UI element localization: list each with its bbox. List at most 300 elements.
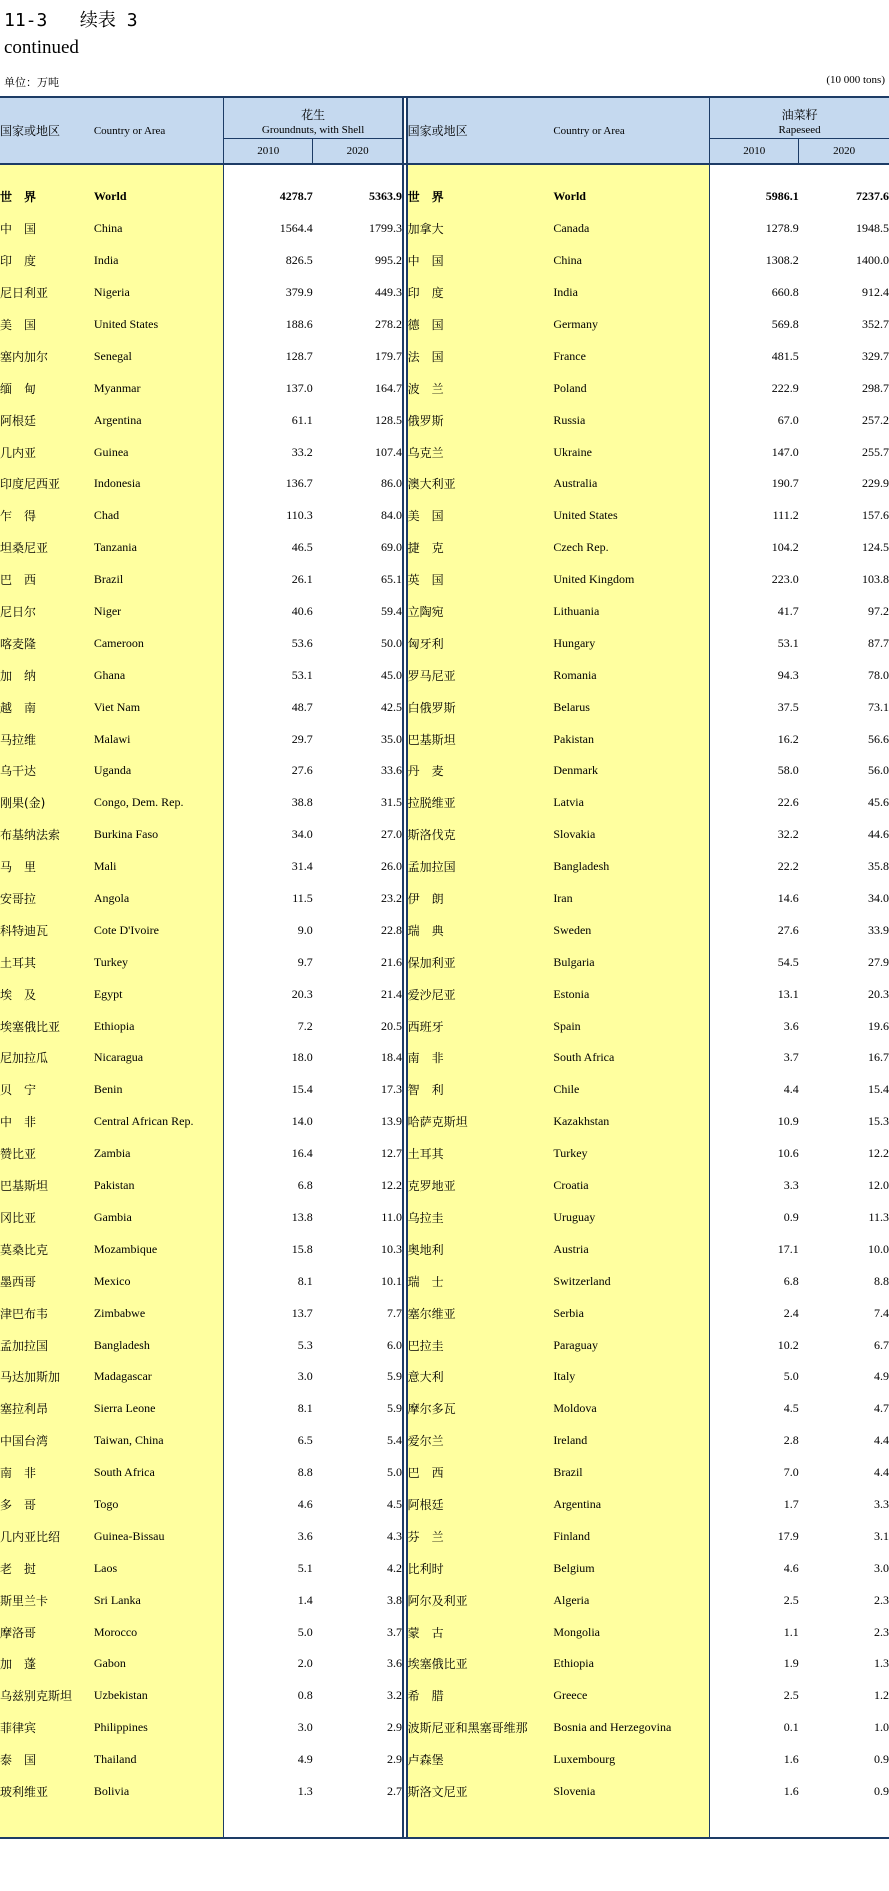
rapeseed-2020-value: 56.0 — [868, 763, 889, 778]
table-row — [0, 404, 889, 436]
country-name-zh: 英 国 — [407, 564, 554, 596]
groundnuts-2010-value: 136.7 — [224, 468, 313, 500]
country-name-zh: 尼日利亚 — [0, 277, 94, 309]
country-name-en: Zambia — [94, 1138, 224, 1170]
country-name-zh: 波 兰 — [407, 372, 554, 404]
table-row — [0, 1042, 889, 1074]
country-name-en: Greece — [553, 1680, 709, 1712]
rapeseed-2010-value: 104.2 — [710, 532, 799, 564]
country-name-en: Austria — [553, 1233, 709, 1265]
country-name-en: Togo — [94, 1489, 224, 1521]
table-row — [0, 1712, 889, 1744]
rapeseed-2010-value: 22.6 — [710, 787, 799, 819]
table-row — [0, 914, 889, 946]
country-name-zh: 蒙 古 — [407, 1616, 554, 1648]
rapeseed-2020-value: 45.6 — [868, 795, 889, 810]
country-name-en: Australia — [553, 468, 709, 500]
country-name-zh: 安哥拉 — [0, 883, 94, 915]
rapeseed-2010-value: 3.6 — [710, 1010, 799, 1042]
rapeseed-2010-value: 222.9 — [710, 372, 799, 404]
rapeseed-2020-value: 1.2 — [874, 1688, 889, 1703]
table-row — [0, 1265, 889, 1297]
groundnuts-2010-value: 61.1 — [224, 404, 313, 436]
groundnuts-2010-value: 6.8 — [224, 1170, 313, 1202]
country-name-zh: 世 界 — [407, 181, 554, 213]
groundnuts-2010-value: 1.3 — [224, 1776, 313, 1808]
country-name-en: Uruguay — [553, 1202, 709, 1234]
table-row — [0, 564, 889, 596]
column-header-country-zh-left: 国家或地区 — [0, 97, 94, 164]
country-name-en: Bangladesh — [94, 1329, 224, 1361]
country-name-zh: 中 国 — [407, 245, 554, 277]
country-name-zh: 巴 西 — [407, 1457, 554, 1489]
country-name-en: World — [94, 181, 224, 213]
country-name-zh: 阿尔及利亚 — [407, 1584, 554, 1616]
groundnuts-2010-value: 13.7 — [224, 1297, 313, 1329]
country-name-zh: 津巴布韦 — [0, 1297, 94, 1329]
groundnuts-2010-value: 27.6 — [224, 755, 313, 787]
country-name-en: Pakistan — [94, 1170, 224, 1202]
rapeseed-2010-value: 22.2 — [710, 851, 799, 883]
country-name-en: South Africa — [553, 1042, 709, 1074]
country-name-zh: 巴拉圭 — [407, 1329, 554, 1361]
continued-label: continued — [4, 37, 79, 58]
country-name-zh: 法 国 — [407, 340, 554, 372]
groundnuts-2020-value: 10.1 — [380, 1273, 402, 1288]
table-row — [0, 1680, 889, 1712]
groundnuts-2020-value: 5363.9 — [368, 189, 402, 204]
groundnuts-2020-value: 995.2 — [374, 253, 402, 268]
country-name-en: Bolivia — [94, 1776, 224, 1808]
country-name-en: Senegal — [94, 340, 224, 372]
groundnuts-2010-value: 5.1 — [224, 1552, 313, 1584]
country-name-en: Finland — [553, 1520, 709, 1552]
rapeseed-2010-value: 2.8 — [710, 1425, 799, 1457]
rapeseed-2020-value: 73.1 — [868, 699, 889, 714]
groundnuts-2010-value: 15.4 — [224, 1074, 313, 1106]
data-table — [0, 96, 889, 1839]
country-name-zh: 马达加斯加 — [0, 1361, 94, 1393]
table-row — [0, 1233, 889, 1265]
country-name-zh: 中 国 — [0, 213, 94, 245]
rapeseed-2020-value: 44.6 — [868, 827, 889, 842]
country-name-zh: 越 南 — [0, 691, 94, 723]
rapeseed-2010-value: 41.7 — [710, 596, 799, 628]
groundnuts-2020-value: 21.6 — [380, 954, 402, 969]
country-name-zh: 摩洛哥 — [0, 1616, 94, 1648]
country-name-en: Belarus — [553, 691, 709, 723]
rapeseed-2020-value: 33.9 — [868, 922, 889, 937]
country-name-en: Italy — [553, 1361, 709, 1393]
table-row — [0, 1520, 889, 1552]
country-name-en: Madagascar — [94, 1361, 224, 1393]
country-name-zh: 白俄罗斯 — [407, 691, 554, 723]
table-row — [0, 1170, 889, 1202]
rapeseed-2010-value: 32.2 — [710, 819, 799, 851]
groundnuts-2020-value: 2.7 — [386, 1783, 402, 1798]
rapeseed-2020-value: 0.9 — [874, 1783, 889, 1798]
rapeseed-2010-value: 5986.1 — [710, 181, 799, 213]
rapeseed-2010-value: 2.5 — [710, 1584, 799, 1616]
column-header-year-2020-right: 2020 — [799, 139, 889, 165]
groundnuts-2010-value: 110.3 — [224, 500, 313, 532]
groundnuts-2020-value: 164.7 — [374, 380, 402, 395]
rapeseed-2020-value: 4.9 — [874, 1369, 889, 1384]
country-name-zh: 赞比亚 — [0, 1138, 94, 1170]
table-row — [0, 1329, 889, 1361]
table-row — [0, 851, 889, 883]
country-name-en: Switzerland — [553, 1265, 709, 1297]
country-name-en: Cameroon — [94, 627, 224, 659]
country-name-en: Ethiopia — [94, 1010, 224, 1042]
country-name-zh: 莫桑比克 — [0, 1233, 94, 1265]
country-name-en: Ethiopia — [553, 1648, 709, 1680]
country-name-en: Luxembourg — [553, 1744, 709, 1776]
country-name-en: Lithuania — [553, 596, 709, 628]
table-header — [0, 97, 889, 164]
rapeseed-2020-value: 78.0 — [868, 667, 889, 682]
table-row — [0, 659, 889, 691]
country-name-zh: 乍 得 — [0, 500, 94, 532]
country-name-en: Sweden — [553, 914, 709, 946]
rapeseed-2020-value: 352.7 — [862, 317, 889, 331]
table-row — [0, 1074, 889, 1106]
table-row — [0, 532, 889, 564]
groundnuts-2020-value: 278.2 — [374, 317, 402, 331]
groundnuts-2010-value: 826.5 — [224, 245, 313, 277]
country-name-en: Ukraine — [553, 436, 709, 468]
column-group-rapeseed — [710, 97, 889, 139]
country-name-zh: 中 非 — [0, 1106, 94, 1138]
country-name-zh: 喀麦隆 — [0, 627, 94, 659]
groundnuts-2010-value: 1564.4 — [224, 213, 313, 245]
groundnuts-2010-value: 14.0 — [224, 1106, 313, 1138]
table-title — [4, 6, 138, 32]
table-row — [0, 978, 889, 1010]
rapeseed-2010-value: 58.0 — [710, 755, 799, 787]
country-name-zh: 美 国 — [0, 309, 94, 341]
rapeseed-2020-value: 3.0 — [874, 1560, 889, 1575]
country-name-zh: 尼日尔 — [0, 596, 94, 628]
country-name-en: China — [553, 245, 709, 277]
rapeseed-2020-value: 6.7 — [874, 1337, 889, 1352]
rapeseed-2010-value: 4.6 — [710, 1552, 799, 1584]
groundnuts-2010-value: 26.1 — [224, 564, 313, 596]
country-name-zh: 土耳其 — [407, 1138, 554, 1170]
country-name-en: Uzbekistan — [94, 1680, 224, 1712]
country-name-en: Czech Rep. — [553, 532, 709, 564]
country-name-zh: 保加利亚 — [407, 946, 554, 978]
groundnuts-2020-value: 86.0 — [380, 476, 402, 491]
rapeseed-2010-value: 2.5 — [710, 1680, 799, 1712]
groundnuts-2020-value: 3.8 — [386, 1592, 402, 1607]
country-name-zh: 爱沙尼亚 — [407, 978, 554, 1010]
country-name-en: World — [553, 181, 709, 213]
groundnuts-2010-value: 4278.7 — [224, 181, 313, 213]
rapeseed-2010-value: 7.0 — [710, 1457, 799, 1489]
table-row — [0, 883, 889, 915]
rapeseed-2020-value: 1400.0 — [856, 253, 889, 268]
rapeseed-2010-value: 1308.2 — [710, 245, 799, 277]
rapeseed-2010-value: 190.7 — [710, 468, 799, 500]
groundnuts-2010-value: 48.7 — [224, 691, 313, 723]
country-name-zh: 孟加拉国 — [0, 1329, 94, 1361]
country-name-zh: 世 界 — [0, 181, 94, 213]
groundnuts-2010-value: 4.9 — [224, 1744, 313, 1776]
country-name-en: Spain — [553, 1010, 709, 1042]
rapeseed-2020-value: 35.8 — [868, 859, 889, 874]
rapeseed-2020-value: 19.6 — [868, 1018, 889, 1033]
groundnuts-2010-value: 5.0 — [224, 1616, 313, 1648]
country-name-en: Sri Lanka — [94, 1584, 224, 1616]
country-name-zh: 加 纳 — [0, 659, 94, 691]
country-name-zh: 塞内加尔 — [0, 340, 94, 372]
table-title-zh: 续表 3 — [79, 10, 138, 31]
country-name-en: Pakistan — [553, 723, 709, 755]
rapeseed-2010-value: 14.6 — [710, 883, 799, 915]
groundnuts-2020-value: 4.2 — [386, 1560, 402, 1575]
country-name-en: Nigeria — [94, 277, 224, 309]
groundnuts-2020-value: 5.4 — [386, 1433, 402, 1448]
country-name-en: Niger — [94, 596, 224, 628]
groundnuts-2010-value: 20.3 — [224, 978, 313, 1010]
table-row — [0, 500, 889, 532]
rapeseed-2020-value: 1948.5 — [856, 221, 889, 236]
rapeseed-label-zh: 油菜籽 — [781, 108, 818, 122]
country-name-zh: 巴基斯坦 — [0, 1170, 94, 1202]
table-row — [0, 1202, 889, 1234]
groundnuts-2010-value: 29.7 — [224, 723, 313, 755]
country-name-zh: 南 非 — [407, 1042, 554, 1074]
rapeseed-2010-value: 147.0 — [710, 436, 799, 468]
groundnuts-2010-value: 0.8 — [224, 1680, 313, 1712]
rapeseed-2020-value: 4.7 — [874, 1401, 889, 1416]
rapeseed-2010-value: 1.9 — [710, 1648, 799, 1680]
country-name-zh: 斯里兰卡 — [0, 1584, 94, 1616]
country-name-en: Zimbabwe — [94, 1297, 224, 1329]
rapeseed-2010-value: 67.0 — [710, 404, 799, 436]
country-name-zh: 埃塞俄比亚 — [0, 1010, 94, 1042]
groundnuts-2020-value: 4.3 — [386, 1528, 402, 1543]
rapeseed-2020-value: 912.4 — [862, 285, 889, 300]
rapeseed-2010-value: 223.0 — [710, 564, 799, 596]
groundnuts-2020-value: 59.4 — [380, 604, 402, 619]
groundnuts-2020-value: 22.8 — [380, 922, 402, 937]
rapeseed-2010-value: 1.1 — [710, 1616, 799, 1648]
rapeseed-2010-value: 94.3 — [710, 659, 799, 691]
country-name-zh: 斯洛伐克 — [407, 819, 554, 851]
rapeseed-2020-value: 103.8 — [862, 572, 889, 587]
country-name-en: Germany — [553, 309, 709, 341]
country-name-en: United Kingdom — [553, 564, 709, 596]
country-name-en: Thailand — [94, 1744, 224, 1776]
rapeseed-2010-value: 660.8 — [710, 277, 799, 309]
groundnuts-2020-value: 84.0 — [380, 508, 402, 523]
country-name-zh: 奥地利 — [407, 1233, 554, 1265]
groundnuts-2010-value: 18.0 — [224, 1042, 313, 1074]
table-row — [0, 1425, 889, 1457]
groundnuts-2010-value: 379.9 — [224, 277, 313, 309]
country-name-en: Belgium — [553, 1552, 709, 1584]
country-name-zh: 阿根廷 — [407, 1489, 554, 1521]
groundnuts-2020-value: 10.3 — [380, 1241, 402, 1256]
table-row — [0, 1584, 889, 1616]
country-name-zh: 西班牙 — [407, 1010, 554, 1042]
groundnuts-2010-value: 2.0 — [224, 1648, 313, 1680]
country-name-en: Hungary — [553, 627, 709, 659]
groundnuts-2020-value: 35.0 — [380, 731, 402, 746]
groundnuts-2020-value: 3.2 — [386, 1688, 402, 1703]
groundnuts-2020-value: 45.0 — [380, 667, 402, 682]
rapeseed-2020-value: 11.3 — [868, 1209, 889, 1224]
rapeseed-2010-value: 0.9 — [710, 1202, 799, 1234]
table-row — [0, 946, 889, 978]
country-name-zh: 马 里 — [0, 851, 94, 883]
country-name-en: Algeria — [553, 1584, 709, 1616]
country-name-en: Gambia — [94, 1202, 224, 1234]
rapeseed-2020-value: 10.0 — [868, 1241, 889, 1256]
country-name-en: Slovakia — [553, 819, 709, 851]
rapeseed-2010-value: 481.5 — [710, 340, 799, 372]
rapeseed-2020-value: 12.2 — [868, 1146, 889, 1161]
country-name-en: Denmark — [553, 755, 709, 787]
rapeseed-2020-value: 1.0 — [874, 1720, 889, 1735]
country-name-en: Romania — [553, 659, 709, 691]
groundnuts-2010-value: 16.4 — [224, 1138, 313, 1170]
country-name-en: Brazil — [94, 564, 224, 596]
country-name-zh: 德 国 — [407, 309, 554, 341]
unit-label-en: (10 000 tons) — [826, 74, 885, 86]
country-name-zh: 罗马尼亚 — [407, 659, 554, 691]
country-name-en: Uganda — [94, 755, 224, 787]
country-name-en: Turkey — [553, 1138, 709, 1170]
country-name-en: Egypt — [94, 978, 224, 1010]
country-name-zh: 刚果(金) — [0, 787, 94, 819]
groundnuts-2020-value: 18.4 — [380, 1050, 402, 1065]
groundnuts-2010-value: 31.4 — [224, 851, 313, 883]
country-name-en: Bangladesh — [553, 851, 709, 883]
country-name-en: Angola — [94, 883, 224, 915]
country-name-zh: 巴基斯坦 — [407, 723, 554, 755]
country-name-en: Argentina — [553, 1489, 709, 1521]
table-row — [0, 245, 889, 277]
country-name-zh: 芬 兰 — [407, 1520, 554, 1552]
country-name-zh: 埃塞俄比亚 — [407, 1648, 554, 1680]
table-number: 11-3 — [4, 10, 48, 31]
groundnuts-2010-value: 7.2 — [224, 1010, 313, 1042]
column-header-year-2010-right: 2010 — [710, 139, 799, 165]
country-name-zh: 几内亚比绍 — [0, 1520, 94, 1552]
rapeseed-2010-value: 10.2 — [710, 1329, 799, 1361]
rapeseed-2010-value: 4.4 — [710, 1074, 799, 1106]
country-name-en: Congo, Dem. Rep. — [94, 787, 224, 819]
rapeseed-2010-value: 1278.9 — [710, 213, 799, 245]
country-name-zh: 爱尔兰 — [407, 1425, 554, 1457]
table-row — [0, 1616, 889, 1648]
groundnuts-2010-value: 9.0 — [224, 914, 313, 946]
country-name-zh: 尼加拉瓜 — [0, 1042, 94, 1074]
country-name-zh: 澳大利亚 — [407, 468, 554, 500]
groundnuts-2020-value: 26.0 — [380, 859, 402, 874]
rapeseed-2010-value: 6.8 — [710, 1265, 799, 1297]
country-name-zh: 意大利 — [407, 1361, 554, 1393]
rapeseed-2020-value: 20.3 — [868, 986, 889, 1001]
groundnuts-2020-value: 69.0 — [380, 540, 402, 555]
groundnuts-2020-value: 3.7 — [386, 1624, 402, 1639]
groundnuts-2020-value: 5.0 — [386, 1465, 402, 1480]
country-name-zh: 乌干达 — [0, 755, 94, 787]
groundnuts-2010-value: 1.4 — [224, 1584, 313, 1616]
country-name-en: United States — [553, 500, 709, 532]
groundnuts-2020-value: 7.7 — [386, 1305, 402, 1320]
table-row — [0, 1010, 889, 1042]
rapeseed-2010-value: 3.3 — [710, 1170, 799, 1202]
rapeseed-2010-value: 3.7 — [710, 1042, 799, 1074]
country-name-zh: 玻利维亚 — [0, 1776, 94, 1808]
country-name-zh: 老 挝 — [0, 1552, 94, 1584]
table-row — [0, 691, 889, 723]
rapeseed-2010-value: 27.6 — [710, 914, 799, 946]
groundnuts-2020-value: 449.3 — [374, 285, 402, 300]
table-row — [0, 436, 889, 468]
country-name-zh: 美 国 — [407, 500, 554, 532]
country-name-en: Benin — [94, 1074, 224, 1106]
rapeseed-2010-value: 4.5 — [710, 1393, 799, 1425]
country-name-en: Central African Rep. — [94, 1106, 224, 1138]
groundnuts-label-en: Groundnuts, with Shell — [261, 124, 365, 136]
country-name-en: Laos — [94, 1552, 224, 1584]
country-name-zh: 斯洛文尼亚 — [407, 1776, 554, 1808]
groundnuts-2020-value: 50.0 — [380, 635, 402, 650]
groundnuts-2020-value: 4.5 — [386, 1496, 402, 1511]
table-row — [0, 1457, 889, 1489]
column-header-country-en-left: Country or Area — [94, 97, 224, 164]
table-row — [0, 819, 889, 851]
country-name-zh: 阿根廷 — [0, 404, 94, 436]
rapeseed-2010-value: 10.9 — [710, 1106, 799, 1138]
country-name-en: Brazil — [553, 1457, 709, 1489]
rapeseed-2010-value: 111.2 — [710, 500, 799, 532]
rapeseed-label-en: Rapeseed — [778, 124, 821, 136]
country-name-en: Tanzania — [94, 532, 224, 564]
country-name-en: Viet Nam — [94, 691, 224, 723]
country-name-en: Indonesia — [94, 468, 224, 500]
country-name-zh: 匈牙利 — [407, 627, 554, 659]
groundnuts-2020-value: 5.9 — [386, 1369, 402, 1384]
groundnuts-2020-value: 17.3 — [380, 1082, 402, 1097]
groundnuts-2010-value: 9.7 — [224, 946, 313, 978]
table-row — [0, 1106, 889, 1138]
groundnuts-2010-value: 188.6 — [224, 309, 313, 341]
country-name-zh: 冈比亚 — [0, 1202, 94, 1234]
country-name-en: Slovenia — [553, 1776, 709, 1808]
country-name-zh: 立陶宛 — [407, 596, 554, 628]
country-name-en: Moldova — [553, 1393, 709, 1425]
country-name-zh: 加拿大 — [407, 213, 554, 245]
table-row — [0, 1744, 889, 1776]
groundnuts-2010-value: 3.0 — [224, 1712, 313, 1744]
rapeseed-2020-value: 229.9 — [862, 476, 889, 491]
country-name-en: Ghana — [94, 659, 224, 691]
rapeseed-2010-value: 1.7 — [710, 1489, 799, 1521]
groundnuts-2010-value: 15.8 — [224, 1233, 313, 1265]
table-row — [0, 372, 889, 404]
rapeseed-2010-value: 0.1 — [710, 1712, 799, 1744]
groundnuts-2020-value: 27.0 — [380, 827, 402, 842]
country-name-zh: 南 非 — [0, 1457, 94, 1489]
groundnuts-2010-value: 40.6 — [224, 596, 313, 628]
rapeseed-2010-value: 53.1 — [710, 627, 799, 659]
